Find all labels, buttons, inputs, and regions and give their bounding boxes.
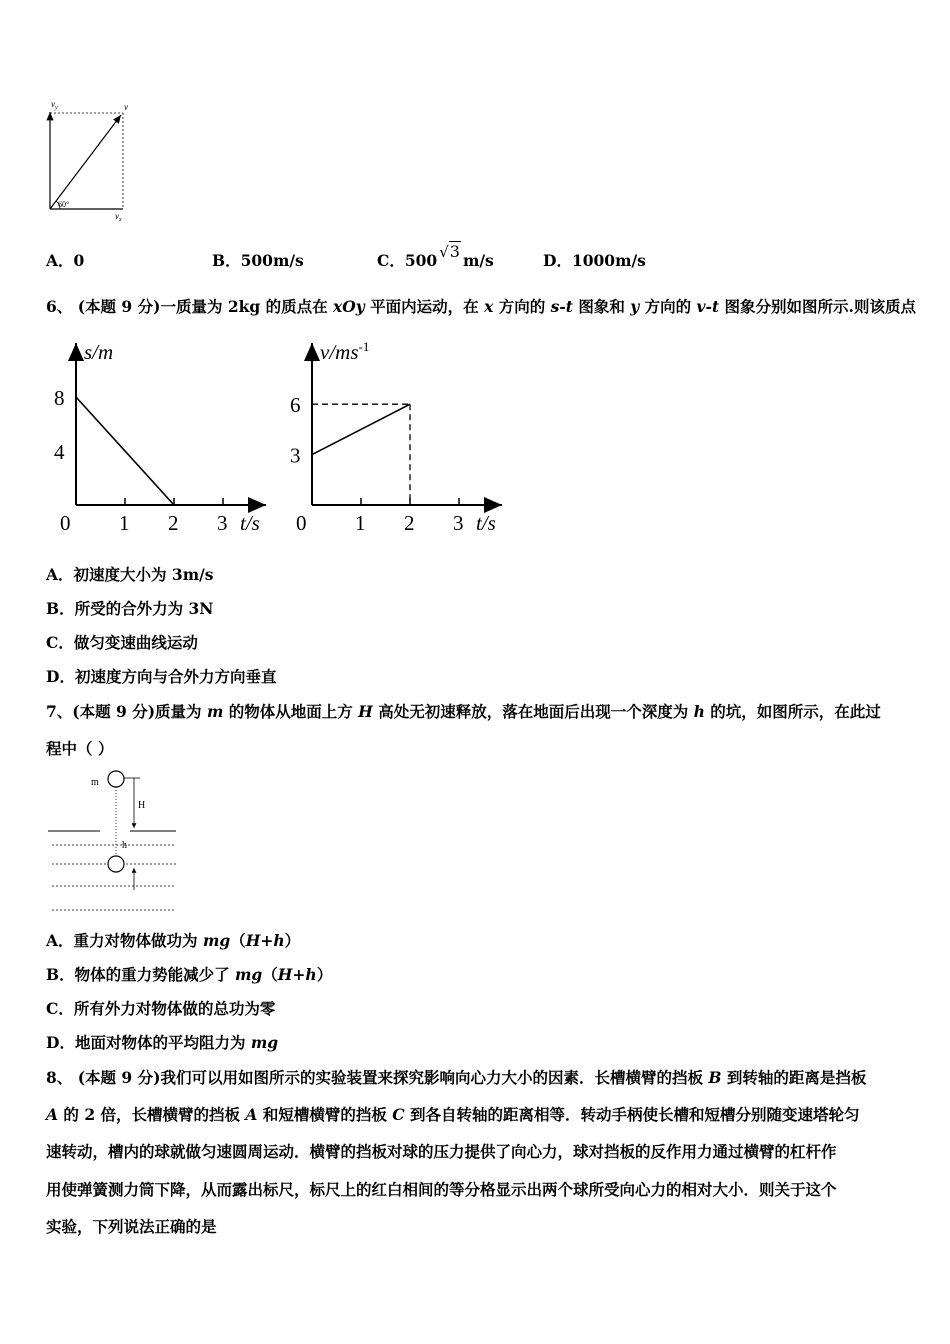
q7-option-a[interactable] xyxy=(46,929,300,951)
option-letter: B． xyxy=(46,599,75,618)
ball-top xyxy=(108,771,124,787)
option-text: 0 xyxy=(73,251,85,270)
math-var: C xyxy=(392,1105,405,1124)
math-var: s-t xyxy=(550,297,573,316)
y-tick-label: 6 xyxy=(290,393,301,418)
x-tick-label: 2 xyxy=(168,511,179,535)
option-text: 1000m/s xyxy=(571,251,646,270)
q7-option-c[interactable] xyxy=(46,997,275,1019)
x-tick-label: 3 xyxy=(217,511,228,535)
math-var: mg xyxy=(250,1033,279,1052)
stem-text: 平面内运动，在 xyxy=(364,297,485,316)
y-tick-label: 3 xyxy=(290,443,301,468)
option-text: 地面对物体的平均阻力为 xyxy=(74,1033,251,1052)
sqrt-expression: √3 xyxy=(439,242,460,261)
option-text: 所有外力对物体做的总功为零 xyxy=(73,999,276,1018)
option-unit: m/s xyxy=(462,251,494,270)
option-letter: B． xyxy=(46,965,75,984)
option-letter: A． xyxy=(46,565,74,584)
question-number: 8、 xyxy=(46,1068,73,1087)
stem-text: 到转轴的距离是挡板 xyxy=(721,1068,867,1087)
v-t-chart xyxy=(282,335,512,545)
math-var: y xyxy=(630,297,640,316)
stem-text: 方向的 xyxy=(493,297,551,316)
q8-stem-line-4: 用使弹簧测力筒下降，从而露出标尺，标尺上的红白相间的等分格显示出两个球所受向心力的相对大小．则关于这个 xyxy=(46,1180,837,1199)
math-var: mg xyxy=(235,965,263,984)
option-text: （ xyxy=(230,931,246,950)
series-line xyxy=(76,397,174,505)
question-number: 6、 xyxy=(46,297,73,316)
y-axis-label: $v/ms^{-1}$ xyxy=(320,339,370,364)
q7-stem-line-1 xyxy=(46,700,881,722)
x-axis-label: t/s xyxy=(476,511,496,535)
x-tick-label: 0 xyxy=(296,511,307,535)
v-label: v xyxy=(124,102,128,112)
stem-text: 和短槽横臂的挡板 xyxy=(257,1105,393,1124)
x-tick-label: 1 xyxy=(355,511,366,535)
option-text: 初速度大小为 3m/s xyxy=(73,565,214,584)
q6-stem xyxy=(46,295,916,317)
question-number: 7、 xyxy=(46,702,73,721)
math-var: mg xyxy=(202,931,231,950)
q6-option-d[interactable] xyxy=(46,665,276,687)
stem-text: 的 2 倍，长槽横臂的挡板 xyxy=(58,1105,246,1124)
option-text: 初速度方向与合外力方向垂直 xyxy=(74,667,277,686)
stem-text: 的坑，如图所示，在此过 xyxy=(704,702,881,721)
math-var: xOy xyxy=(333,297,365,316)
question-points: (本题 9 分) xyxy=(77,1068,161,1087)
angle-label: 60° xyxy=(58,200,70,209)
y-axis-label: s/m xyxy=(84,340,114,364)
math-var: H+h xyxy=(245,931,285,950)
height-label: H xyxy=(138,800,146,811)
q7-option-d[interactable] xyxy=(46,1031,278,1053)
q8-stem-line-5: 实验，下列说法正确的是 xyxy=(46,1217,217,1236)
math-var: m xyxy=(206,702,224,721)
option-text: ） xyxy=(316,965,333,984)
option-text: 所受的合外力为 3N xyxy=(74,599,214,618)
option-text: 重力对物体做功为 xyxy=(73,931,203,950)
x-tick-label: 3 xyxy=(453,511,464,535)
q5-option-c[interactable] xyxy=(377,242,494,271)
series-line xyxy=(312,404,410,454)
option-letter: C． xyxy=(46,999,74,1018)
q7-stem-line-2: 程中（ ） xyxy=(46,739,114,758)
q7-option-b[interactable] xyxy=(46,963,332,985)
x-tick-label: 0 xyxy=(60,511,71,535)
stem-text: 一质量为 2kg 的质点在 xyxy=(160,297,334,316)
math-var: v-t xyxy=(696,297,720,316)
q5-option-d[interactable] xyxy=(543,249,646,271)
x-tick-label: 2 xyxy=(404,511,415,535)
option-letter: B． xyxy=(212,251,241,270)
q5-option-b[interactable] xyxy=(212,249,304,271)
q5-option-a[interactable] xyxy=(46,249,84,271)
x-tick-label: 1 xyxy=(119,511,130,535)
vx-label: $v_x$ xyxy=(115,211,122,223)
y-tick-label: 8 xyxy=(54,386,65,410)
question-points: (本题 9 分) xyxy=(77,297,161,316)
velocity-decomposition-figure xyxy=(40,96,140,226)
option-text: ） xyxy=(284,931,301,950)
mass-label: m xyxy=(91,777,99,788)
x-axis-label: t/s xyxy=(240,511,260,535)
ball-bottom xyxy=(108,856,124,872)
option-text: 500m/s xyxy=(240,251,304,270)
sqrt-radicand: 3 xyxy=(449,242,460,261)
option-text: 做匀变速曲线运动 xyxy=(73,633,198,652)
option-letter: C． xyxy=(46,633,74,652)
q8-stem-line-1 xyxy=(46,1066,866,1088)
stem-text: 图象和 xyxy=(572,297,631,316)
stem-text: 高处无初速释放，落在地面后出现一个深度为 xyxy=(372,702,694,721)
option-letter: A． xyxy=(46,931,74,950)
q8-stem-line-3: 速转动，槽内的球就做匀速圆周运动．横臂的挡板对球的压力提供了向心力，球对挡板的反作用力通过横臂的杠杆作 xyxy=(46,1142,837,1161)
stem-text: 我们可以用如图所示的实验装置来探究影响向心力大小的因素．长槽横臂的挡板 xyxy=(160,1068,709,1087)
option-letter: D． xyxy=(46,1033,75,1052)
option-letter: A． xyxy=(46,251,74,270)
stem-text: 到各自转轴的距离相等．转动手柄使长槽和短槽分别随变速塔轮匀 xyxy=(404,1105,860,1124)
s-t-chart xyxy=(46,335,276,545)
math-var: B xyxy=(708,1068,722,1087)
q6-option-c[interactable] xyxy=(46,631,198,653)
q8-stem-line-2 xyxy=(46,1103,859,1125)
math-var: H xyxy=(358,702,373,721)
stem-text: 的物体从地面上方 xyxy=(223,702,359,721)
option-text: 500 xyxy=(404,251,438,270)
math-var: H+h xyxy=(277,965,317,984)
q6-option-a[interactable] xyxy=(46,563,214,585)
falling-object-figure xyxy=(44,764,184,919)
stem-text: 质量为 xyxy=(155,702,207,721)
math-var: h xyxy=(693,702,705,721)
option-letter: D． xyxy=(46,667,75,686)
math-var: A xyxy=(46,1105,59,1124)
option-text: 物体的重力势能减少了 xyxy=(74,965,236,984)
stem-text: 方向的 xyxy=(639,297,697,316)
question-points: (本题 9 分) xyxy=(72,702,156,721)
option-text: （ xyxy=(262,965,278,984)
math-var: x xyxy=(484,297,494,316)
vy-label: $v_y$ xyxy=(51,99,58,111)
stem-text: 图象分别如图所示.则该质点 xyxy=(719,297,916,316)
y-tick-label: 4 xyxy=(54,440,65,464)
q6-option-b[interactable] xyxy=(46,597,213,619)
option-letter: D． xyxy=(543,251,572,270)
math-var: A xyxy=(245,1105,258,1124)
v-resultant-arrow xyxy=(50,115,121,209)
option-letter: C． xyxy=(377,251,405,270)
depth-label: h xyxy=(122,840,127,851)
